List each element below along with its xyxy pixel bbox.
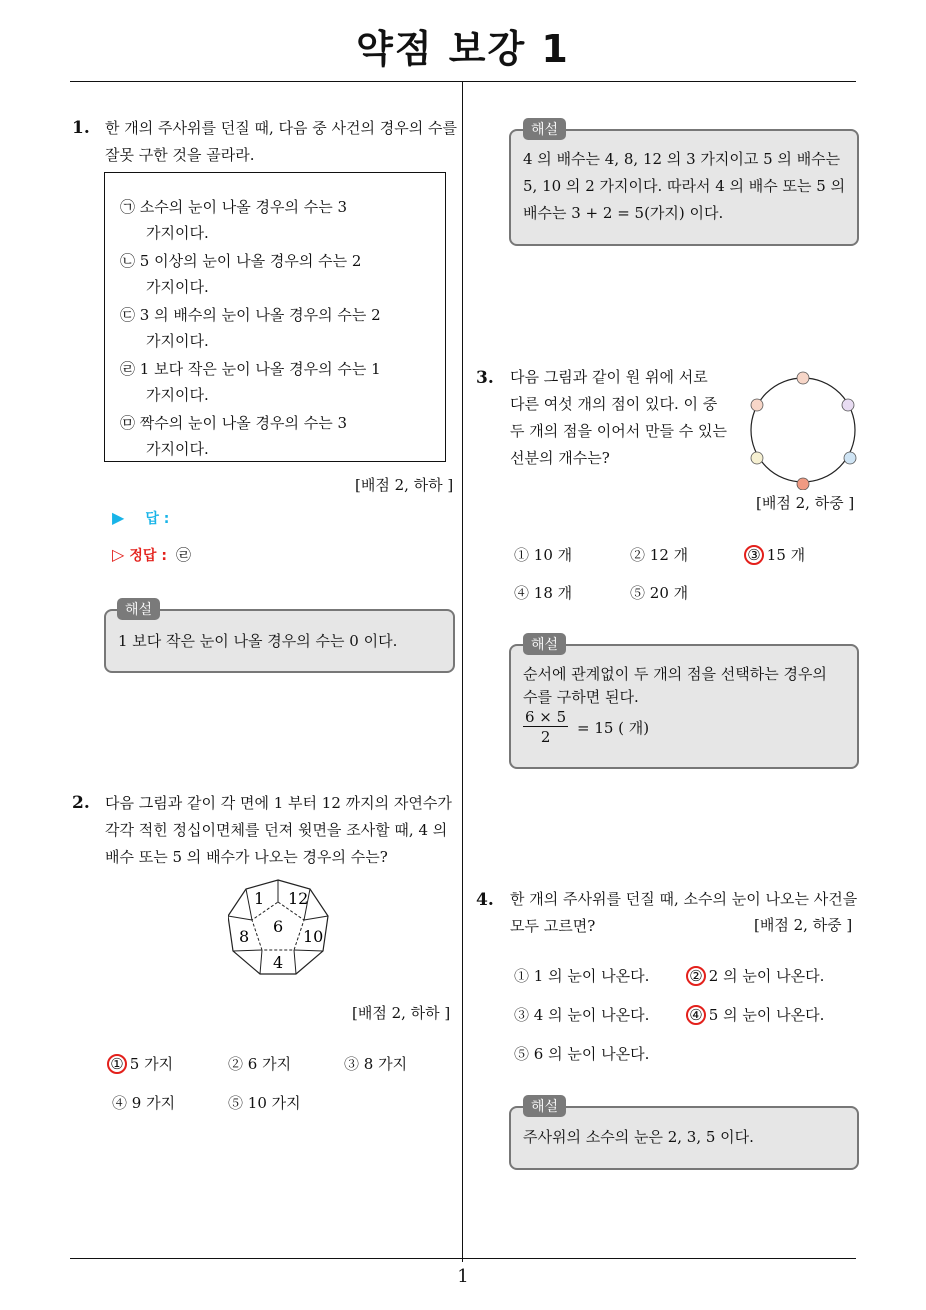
q1-item-text: 5 이상의 눈이 나올 경우의 수는 2 — [139, 252, 362, 270]
q1-item — [120, 194, 440, 246]
q1-correct-label: 정답 : — [129, 548, 167, 564]
q1-item-text: 짝수의 눈이 나올 경우의 수는 3 — [139, 414, 348, 432]
q4-choice-4[interactable] — [686, 1004, 824, 1025]
q3-line1: 다음 그림과 같이 원 위에 서로 — [510, 368, 708, 386]
q1-explanation-text: 1 보다 작은 눈이 나올 경우의 수는 0 이다. — [118, 632, 398, 650]
q3-line4: 선분의 개수는? — [510, 449, 610, 467]
q1-correct-row — [112, 544, 191, 565]
q4-number: 4. — [476, 890, 494, 910]
q3-explanation-tag: 해설 — [523, 633, 566, 655]
q4-explanation-tag: 해설 — [523, 1095, 566, 1117]
choice-mark: ② — [689, 967, 703, 985]
q2-choice-5[interactable] — [228, 1092, 301, 1113]
choice-text: 12 개 — [649, 546, 689, 564]
face-label-1: 1 — [254, 889, 265, 908]
q1-line1: 한 개의 주사위를 던질 때, 다음 중 사건의 경우의 수를 — [105, 119, 457, 137]
q1-item-mark: ㉡ — [120, 252, 136, 270]
q1-score: [배점 2, 하하 ] — [355, 476, 454, 494]
q3-explain-line1: 순서에 관계없이 두 개의 점을 선택하는 경우의 — [523, 665, 827, 683]
q3-stem — [510, 364, 730, 472]
q2-choice-3[interactable] — [344, 1053, 407, 1074]
q4-choice-1[interactable] — [514, 965, 649, 986]
choice-mark: ② — [228, 1055, 244, 1073]
q1-item-text-cont: 가지이다. — [146, 386, 209, 404]
q3-fraction — [523, 708, 649, 747]
q1-explanation-tag: 해설 — [117, 598, 160, 620]
q3-choice-5[interactable] — [630, 582, 688, 603]
q1-correct-value: ㉣ — [176, 546, 192, 564]
circle-outline — [751, 378, 855, 482]
q1-item-text: 소수의 눈이 나올 경우의 수는 3 — [139, 198, 348, 216]
choice-mark: ③ — [514, 1006, 530, 1024]
q3-choice-4[interactable] — [514, 582, 572, 603]
choice-text: 6 의 눈이 나온다. — [533, 1045, 650, 1063]
q3-choice-1[interactable] — [514, 544, 572, 565]
face-label-4: 4 — [273, 953, 284, 972]
q3-explanation-text — [523, 661, 853, 706]
q2-line1: 다음 그림과 같이 각 면에 1 부터 12 까지의 자연수가 — [105, 794, 452, 812]
q1-item — [120, 410, 440, 462]
choice-text: 1 의 눈이 나온다. — [533, 967, 650, 985]
q4-score: [배점 2, 하중 ] — [754, 916, 853, 934]
q4-choice-5[interactable] — [514, 1043, 649, 1064]
fraction-result: = 15 ( 개) — [576, 719, 650, 737]
circle-point — [797, 372, 809, 384]
q1-answer-row — [112, 508, 169, 528]
column-divider — [462, 82, 463, 1262]
q2-explanation-text — [523, 146, 853, 227]
face-label-6: 6 — [273, 917, 284, 936]
page-number: 1 — [457, 1266, 469, 1287]
choice-mark: ① — [514, 546, 530, 564]
q4-choice-3[interactable] — [514, 1004, 649, 1025]
q2-explain-line1: 4 의 배수는 4, 8, 12 의 3 가지이고 5 의 배수는 — [523, 150, 841, 168]
q4-choice-2[interactable] — [686, 965, 824, 986]
q1-statement-list — [120, 194, 440, 462]
circle-point — [842, 399, 854, 411]
q2-choice-2[interactable] — [228, 1053, 291, 1074]
q3-choice-3[interactable] — [744, 544, 805, 565]
q2-explanation-tag: 해설 — [523, 118, 566, 140]
circle-point — [797, 478, 809, 490]
q3-line3: 두 개의 점을 이어서 만들 수 있는 — [510, 422, 727, 440]
choice-text: 5 의 눈이 나온다. — [708, 1006, 825, 1024]
q2-explain-line3: 배수는 3 + 2 = 5(가지) 이다. — [523, 204, 724, 222]
q1-number: 1. — [72, 118, 90, 138]
choice-mark: ⑤ — [228, 1094, 244, 1112]
q1-item — [120, 356, 440, 408]
choice-text: 20 개 — [649, 584, 689, 602]
dodecahedron-figure — [228, 878, 332, 978]
choice-text: 6 가지 — [247, 1055, 292, 1073]
q1-item-text-cont: 가지이다. — [146, 332, 209, 350]
q1-answer-label: 답 : — [145, 511, 170, 527]
q2-choice-4[interactable] — [112, 1092, 175, 1113]
choice-mark: ④ — [689, 1006, 703, 1024]
q1-item-mark: ㉠ — [120, 198, 136, 216]
q1-item-text-cont: 가지이다. — [146, 278, 209, 296]
choice-text: 4 의 눈이 나온다. — [533, 1006, 650, 1024]
face-label-8: 8 — [239, 927, 250, 946]
q3-number: 3. — [476, 368, 494, 388]
q2-stem — [105, 790, 457, 871]
fraction-numerator: 6 × 5 — [525, 708, 567, 726]
choice-mark: ④ — [514, 584, 530, 602]
q2-choice-1[interactable] — [107, 1053, 173, 1074]
bottom-rule — [70, 1258, 856, 1259]
q1-item-mark: ㉣ — [120, 360, 136, 378]
q4-line2: 모두 고르면? — [510, 917, 596, 935]
circle-point — [844, 452, 856, 464]
choice-mark: ① — [514, 967, 530, 985]
choice-text: 5 가지 — [129, 1055, 174, 1073]
q4-line1: 한 개의 주사위를 던질 때, 소수의 눈이 나오는 사건을 — [510, 890, 858, 908]
q2-number: 2. — [72, 793, 90, 813]
q3-score: [배점 2, 하중 ] — [756, 494, 855, 512]
q1-stem — [105, 115, 457, 169]
choice-mark: ③ — [344, 1055, 360, 1073]
choice-text: 8 가지 — [363, 1055, 408, 1073]
fraction — [523, 708, 568, 747]
q2-line3: 배수 또는 5 의 배수가 나오는 경우의 수는? — [105, 848, 388, 866]
choice-text: 9 가지 — [131, 1094, 176, 1112]
q3-choice-2[interactable] — [630, 544, 688, 565]
top-rule — [70, 81, 856, 82]
face-label-12: 12 — [288, 889, 309, 908]
answer-arrow-icon: ▶ — [112, 508, 125, 527]
q1-item — [120, 302, 440, 354]
q2-explain-line2: 5, 10 의 2 가지이다. 따라서 4 의 배수 또는 5 의 — [523, 177, 846, 195]
page-title: 약점 보강 1 — [356, 27, 570, 71]
choice-mark: ⑤ — [630, 584, 646, 602]
choice-text: 18 개 — [533, 584, 573, 602]
choice-mark: ① — [110, 1055, 124, 1073]
choice-mark: ⑤ — [514, 1045, 530, 1063]
q2-line2: 각각 적힌 정십이면체를 던져 윗면을 조사할 때, 4 의 — [105, 821, 448, 839]
q1-item-text: 1 보다 작은 눈이 나올 경우의 수는 1 — [139, 360, 381, 378]
q1-line2: 잘못 구한 것을 골라라. — [105, 146, 255, 164]
circle-point — [751, 399, 763, 411]
q1-item-text-cont: 가지이다. — [146, 224, 209, 242]
choice-mark: ③ — [747, 546, 761, 564]
q2-score: [배점 2, 하하 ] — [352, 1004, 451, 1022]
choice-text: 10 개 — [533, 546, 573, 564]
correct-arrow-icon: ▷ — [112, 545, 125, 564]
q1-item-text: 3 의 배수의 눈이 나올 경우의 수는 2 — [139, 306, 381, 324]
choice-mark: ② — [630, 546, 646, 564]
circle-point — [751, 452, 763, 464]
fraction-denominator: 2 — [523, 726, 568, 747]
circle-points-figure — [748, 370, 860, 490]
q1-item-text-cont: 가지이다. — [146, 440, 209, 458]
q3-line2: 다른 여섯 개의 점이 있다. 이 중 — [510, 395, 718, 413]
q4-explanation-text: 주사위의 소수의 눈은 2, 3, 5 이다. — [523, 1128, 754, 1146]
choice-text: 15 개 — [766, 546, 806, 564]
q1-item-mark: ㉢ — [120, 306, 136, 324]
q1-item — [120, 248, 440, 300]
face-label-10: 10 — [303, 927, 324, 946]
choice-text: 2 의 눈이 나온다. — [708, 967, 825, 985]
q3-explain-line2: 수를 구하면 된다. — [523, 688, 639, 706]
choice-text: 10 가지 — [247, 1094, 301, 1112]
q1-item-mark: ㉤ — [120, 414, 136, 432]
choice-mark: ④ — [112, 1094, 128, 1112]
